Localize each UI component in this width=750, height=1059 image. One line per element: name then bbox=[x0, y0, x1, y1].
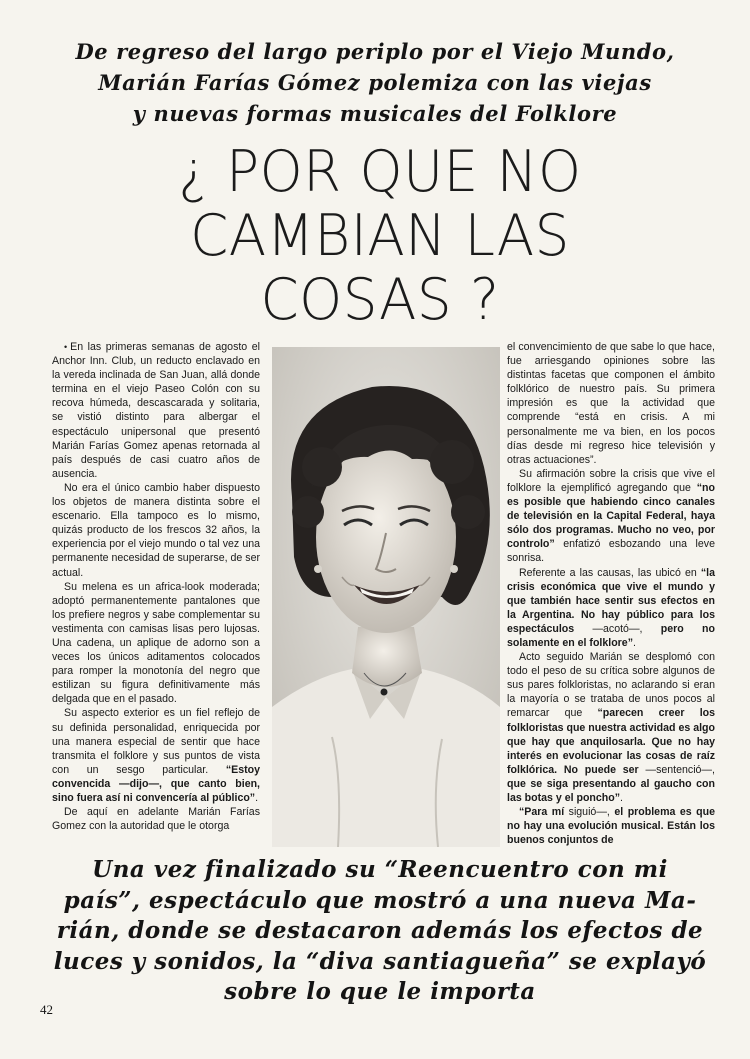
text-run: . bbox=[620, 792, 623, 804]
deck-line: Una vez finalizado su “Reencuentro con mi bbox=[92, 856, 668, 883]
bold-quote: el problema es que no hay una evolución musical. Están los buenos conjuntos de bbox=[507, 806, 715, 847]
article-paragraph bbox=[52, 706, 260, 805]
text-run: No era el único cambio haber dispuesto los objetos de manera distinta sobre el escenario. Ella tampoco es lo mismo, quizás producto de los frescos 32 años, la experiencia por el viejo mundo o tal vez una permanente necesidad de superarse, de ser actual. bbox=[52, 481, 260, 579]
bold-quote: pero no solamente en el folklore” bbox=[507, 622, 715, 649]
text-run: . bbox=[255, 792, 259, 804]
headline-line: CAMBIAN LAS bbox=[190, 203, 570, 269]
deck-line: luces y sonidos, la “diva santiagueña” se explayó bbox=[53, 947, 707, 975]
paragraph-bullet: • bbox=[64, 342, 68, 352]
bold-quote: “Estoy convencida —dijo—, que canto bien, sino fuera así ni convencería al público” bbox=[52, 763, 260, 804]
text-run: Acto seguido Marián se desplomó con todo el peso de su crítica sobre algunos de sus pares folkloristas, no aclarando si eran la mayoría o se trataba de unos pocos al remarcar que bbox=[507, 651, 715, 720]
text-run: —sentenció—, bbox=[638, 763, 715, 776]
deck-line: país”, espectáculo que mostró a una nueva Ma- bbox=[63, 886, 697, 914]
kicker-text bbox=[30, 36, 720, 129]
text-run: En las primeras semanas de agosto el Anchor Inn. Club, un reducto enclavado en la vereda inclinada de San Juan, allá donde termina en el viejo Paseo Colón con su recova húmeda, descascarada y solitaria, se vistió distinto para albergar el espectáculo unipersonal que presentó Marián Farías Gomez apenas retornada al país después de casi cuatro años de ausencia. bbox=[52, 341, 260, 480]
article-paragraph bbox=[507, 566, 715, 651]
article-column-right bbox=[507, 340, 715, 847]
text-run: Su aspecto exterior es un fiel reflejo de su definida personalidad, enriquecida por una manera especial de sentir que hace transmita el folklore y sus puntos de vista con un sesgo particular. bbox=[52, 707, 260, 776]
text-run: Referente a las causas, las ubicó en bbox=[519, 566, 701, 579]
kicker-line: Marián Farías Gómez polemiza con las viejas bbox=[98, 70, 652, 95]
kicker-line: y nuevas formas musicales del Folklore bbox=[132, 101, 618, 126]
text-run: . bbox=[633, 636, 636, 649]
article-paragraph bbox=[507, 650, 715, 805]
bold-quote: que se siga presentando al gaucho con las botas y el poncho” bbox=[507, 777, 715, 804]
kicker-line: De regreso del largo periplo por el Viejo Mundo, bbox=[75, 39, 675, 64]
bold-quote: “parecen creer los folkloristas que nuestra actividad es algo que hay que anquilosarla. Que no hay interés en evolucionar las cosas de raíz folklórica. No puede ser bbox=[507, 707, 715, 776]
headline-line: COSAS ? bbox=[260, 267, 500, 333]
bold-quote: “no es posible que habiendo cinco canales de televisión en la Capital Federal, haya sólo dos programas. Mucho no veo, por controlo” bbox=[507, 481, 715, 551]
text-run: Su afirmación sobre la crisis que vive el folklore la ejemplificó agregando que bbox=[507, 467, 715, 494]
article-paragraph bbox=[52, 340, 260, 481]
portrait-photo bbox=[272, 347, 500, 847]
bold-quote: “Para mí bbox=[519, 806, 565, 819]
article-paragraph bbox=[52, 580, 260, 707]
portrait-photo-illustration bbox=[272, 347, 500, 847]
article-paragraph bbox=[52, 481, 260, 580]
deck-line: rián, donde se destacaron además los efectos de bbox=[56, 917, 704, 944]
deck-line: sobre lo que le importa bbox=[224, 978, 536, 1005]
article-paragraph bbox=[507, 805, 715, 847]
text-run: el convencimiento de que sabe lo que hace, fue arriesgando opiniones sobre las distintas facetas que componen el ámbito folklórico de nuestro país. Su primera impresión es que la actividad que comprende “está en crisis. A mi personalmente me va bien, en los pocos días desde mi regreso hice televisión y otras actuaciones”. bbox=[507, 341, 715, 466]
page-number: 42 bbox=[40, 1002, 53, 1017]
text-run: Su melena es un africa-look moderada; adoptó permanentemente pantalones que los prefiere negros y sabe complementar su vestimenta con camisas lisas pero lujosas. Una cadena, un aplique de adorno son a veces los únicos aditamentos colocados para romper la monotonía del negro que estilizan su figura definitivamente más delgada que en el pasado. bbox=[52, 580, 260, 706]
text-run: siguió—, bbox=[564, 806, 615, 819]
headline bbox=[120, 140, 640, 332]
article-paragraph bbox=[507, 467, 715, 566]
headline-line: ¿ POR QUE NO bbox=[178, 139, 582, 205]
article-paragraph bbox=[52, 805, 260, 833]
bold-quote: “la crisis económica que vive el mundo y que también hace sentir sus efectos en la Argentina. No hay público para los espectáculos bbox=[507, 566, 715, 635]
pull-quote-deck bbox=[40, 855, 720, 1008]
article-column-left bbox=[52, 340, 260, 833]
article-paragraph bbox=[507, 340, 715, 467]
text-run: enfatizó esbozando una leve sonrisa. bbox=[507, 538, 715, 565]
text-run: De aquí en adelante Marián Farías Gomez con la autoridad que le otorga bbox=[52, 806, 260, 833]
text-run: —acotó—, bbox=[574, 622, 661, 635]
